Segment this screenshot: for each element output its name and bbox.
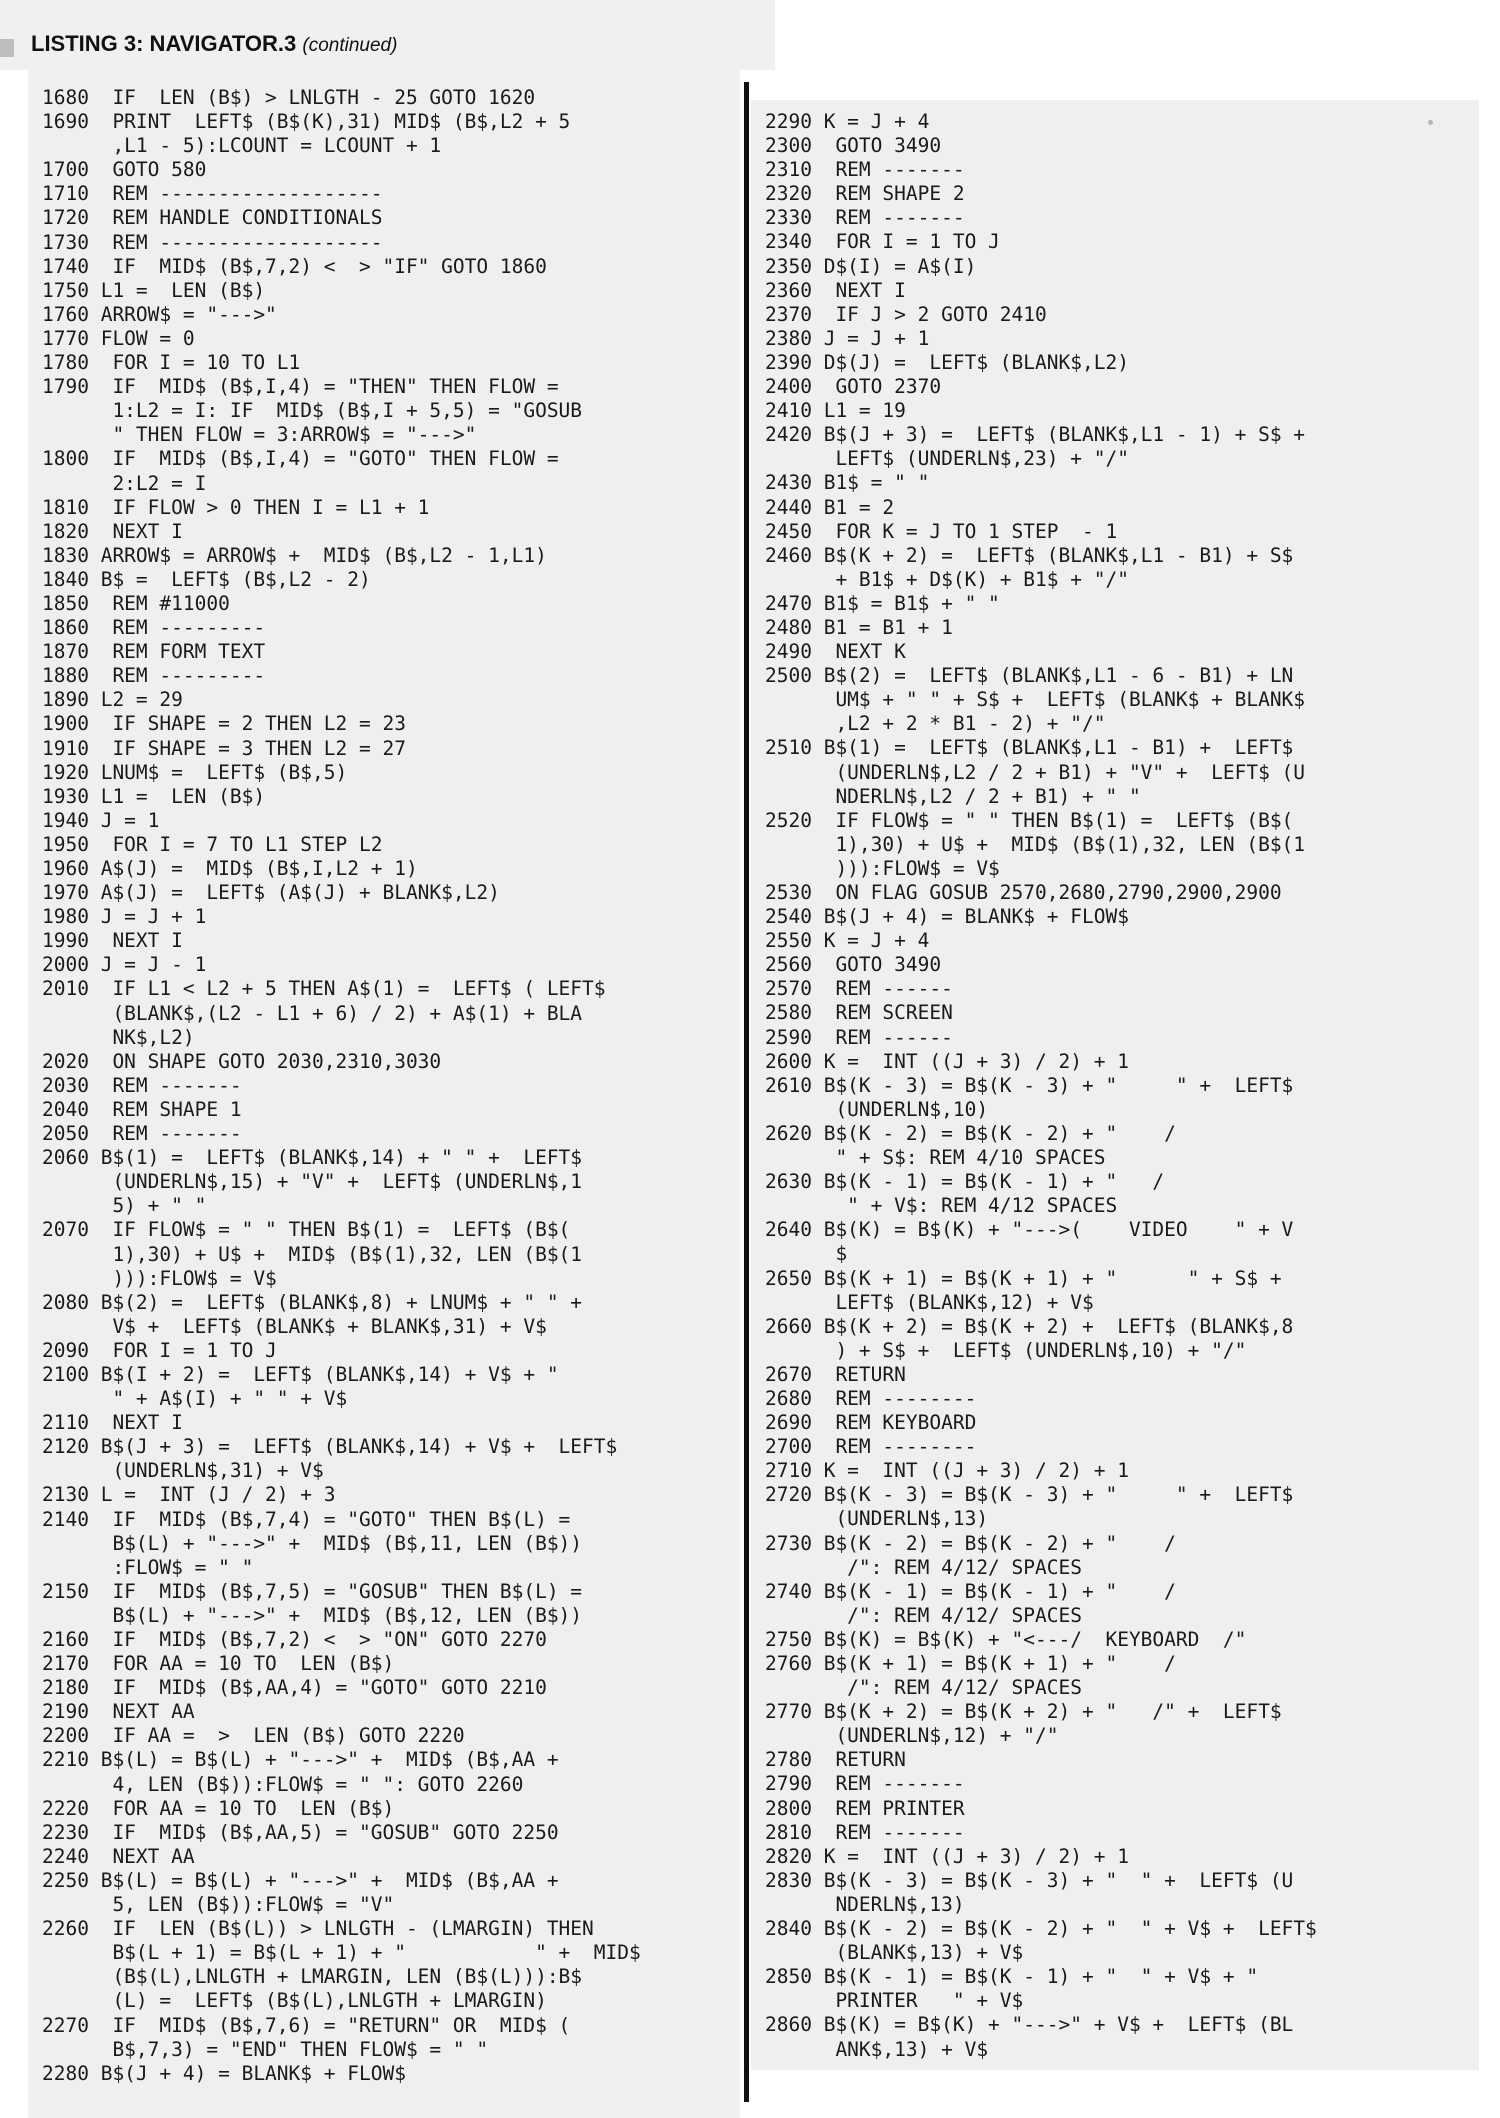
listing-title-text: LISTING 3: NAVIGATOR.3 — [31, 31, 297, 56]
code-line: 1),30) + U$ + MID$ (B$(1),32, LEN (B$(1 — [765, 832, 1306, 856]
code-line: 1710 REM ------------------- — [42, 182, 383, 206]
code-line: 2610 B$(K - 3) = B$(K - 3) + " " + LEFT$ — [765, 1073, 1294, 1097]
code-line: 2060 B$(1) = LEFT$ (BLANK$,14) + " " + LEFT$ — [42, 1146, 583, 1170]
code-line: 2320 REM SHAPE 2 — [765, 182, 965, 206]
code-line: NDERLN$,L2 / 2 + B1) + " " — [765, 784, 1141, 808]
code-line: 2460 B$(K + 2) = LEFT$ (BLANK$,L1 - B1) + S$ — [765, 543, 1294, 567]
code-line: (L) = LEFT$ (B$(L),LNLGTH + LMARGIN) — [42, 1989, 547, 2013]
code-line: 1960 A$(J) = MID$ (B$,I,L2 + 1) — [42, 857, 418, 880]
listing-title — [31, 31, 397, 57]
code-line: 2700 REM -------- — [765, 1435, 977, 1459]
code-line: (UNDERLN$,12) + "/" — [765, 1724, 1059, 1748]
code-line: 2360 NEXT I — [765, 278, 906, 302]
code-line: 1700 GOTO 580 — [42, 158, 207, 182]
code-line: 2130 L = INT (J / 2) + 3 — [42, 1483, 336, 1507]
code-line: 2170 FOR AA = 10 TO LEN (B$) — [42, 1652, 395, 1676]
code-line: 2540 B$(J + 4) = BLANK$ + FLOW$ — [765, 905, 1129, 929]
code-line: 1880 REM --------- — [42, 664, 266, 688]
code-line: 1),30) + U$ + MID$ (B$(1),32, LEN (B$(1 — [42, 1242, 583, 1266]
code-line: 2770 B$(K + 2) = B$(K + 2) + " /" + LEFT$ — [765, 1700, 1282, 1724]
code-line: " THEN FLOW = 3:ARROW$ = "--->" — [42, 423, 477, 447]
code-line: NDERLN$,13) — [765, 1892, 965, 1916]
code-listing-left — [42, 86, 641, 2086]
code-line: (UNDERLN$,L2 / 2 + B1) + "V" + LEFT$ (U — [765, 760, 1306, 784]
code-line: 2830 B$(K - 3) = B$(K - 3) + " " + LEFT$ (U — [765, 1868, 1294, 1892]
code-line: /": REM 4/12/ SPACES — [765, 1555, 1082, 1579]
code-line: 1970 A$(J) = LEFT$ (A$(J) + BLANK$,L2) — [42, 881, 500, 905]
code-line: 1890 L2 = 29 — [42, 688, 183, 712]
code-line: 2790 REM ------- — [765, 1772, 965, 1796]
code-line: V$ + LEFT$ (BLANK$ + BLANK$,31) + V$ — [42, 1314, 547, 1338]
code-line: 1940 J = 1 — [42, 808, 160, 832]
code-line: 2520 IF FLOW$ = " " THEN B$(1) = LEFT$ (B$( — [765, 808, 1294, 832]
code-line: 2260 IF LEN (B$(L)) > LNLGTH - (LMARGIN) THEN — [42, 1917, 594, 1941]
code-line: 2580 REM SCREEN — [765, 1001, 953, 1025]
code-line: 2210 B$(L) = B$(L) + "--->" + MID$ (B$,AA + — [42, 1748, 559, 1772]
code-line: 2810 REM ------- — [765, 1820, 965, 1844]
code-line: 1860 REM --------- — [42, 616, 266, 640]
code-line: " + S$: REM 4/10 SPACES — [765, 1146, 1106, 1170]
code-line: 2570 REM ------ — [765, 977, 953, 1001]
code-line: 2110 NEXT I — [42, 1411, 183, 1435]
code-line: B$(L + 1) = B$(L + 1) + " " + MID$ — [42, 1941, 641, 1965]
code-line: 2280 B$(J + 4) = BLANK$ + FLOW$ — [42, 2061, 406, 2085]
code-line: 2150 IF MID$ (B$,7,5) = "GOSUB" THEN B$(L) = — [42, 1579, 583, 1603]
code-line: $ — [765, 1242, 848, 1266]
code-line: 1920 LNUM$ = LEFT$ (B$,5) — [42, 760, 348, 784]
code-line: :FLOW$ = " " — [42, 1555, 254, 1579]
code-line: 2040 REM SHAPE 1 — [42, 1097, 242, 1121]
code-line: 1740 IF MID$ (B$,7,2) < > "IF" GOTO 1860 — [42, 254, 547, 278]
code-line: 2690 REM KEYBOARD — [765, 1411, 977, 1435]
code-line: 2550 K = J + 4 — [765, 929, 930, 953]
code-line: B$,7,3) = "END" THEN FLOW$ = " " — [42, 2037, 489, 2061]
code-line: 1900 IF SHAPE = 2 THEN L2 = 23 — [42, 712, 406, 736]
code-line: 2670 RETURN — [765, 1362, 906, 1386]
code-line: ,L2 + 2 * B1 - 2) + "/" — [765, 712, 1106, 736]
code-line: 2100 B$(I + 2) = LEFT$ (BLANK$,14) + V$ + " — [42, 1362, 559, 1386]
code-line: 2140 IF MID$ (B$,7,4) = "GOTO" THEN B$(L) = — [42, 1507, 571, 1531]
code-line: 2030 REM ------- — [42, 1073, 242, 1097]
code-line: 2750 B$(K) = B$(K) + "<---/ KEYBOARD /" — [765, 1627, 1247, 1651]
code-line: 2640 B$(K) = B$(K) + "--->( VIDEO " + V — [765, 1218, 1294, 1242]
code-line: 2560 GOTO 3490 — [765, 953, 942, 977]
code-line: (B$(L),LNLGTH + LMARGIN, LEN (B$(L))):B$ — [42, 1965, 583, 1989]
code-line: 2010 IF L1 < L2 + 5 THEN A$(1) = LEFT$ ( LEFT$ — [42, 977, 606, 1001]
code-line: ANK$,13) + V$ — [765, 2037, 989, 2061]
code-line: /": REM 4/12/ SPACES — [765, 1603, 1082, 1627]
header-marker — [0, 39, 14, 57]
code-line: (BLANK$,13) + V$ — [765, 1941, 1024, 1965]
code-line: 2380 J = J + 1 — [765, 326, 930, 350]
code-line: 2620 B$(K - 2) = B$(K - 2) + " / — [765, 1121, 1176, 1145]
code-line: 2630 B$(K - 1) = B$(K - 1) + " / — [765, 1170, 1165, 1194]
code-line: 2710 K = INT ((J + 3) / 2) + 1 — [765, 1459, 1129, 1483]
code-line: 2070 IF FLOW$ = " " THEN B$(1) = LEFT$ (B$( — [42, 1218, 571, 1242]
code-line: 1910 IF SHAPE = 3 THEN L2 = 27 — [42, 736, 406, 760]
code-line: " + A$(I) + " " + V$ — [42, 1387, 348, 1411]
code-line: 1950 FOR I = 7 TO L1 STEP L2 — [42, 832, 383, 856]
code-line: 2440 B1 = 2 — [765, 495, 895, 519]
code-line: 1800 IF MID$ (B$,I,4) = "GOTO" THEN FLOW = — [42, 447, 559, 471]
code-line: 2300 GOTO 3490 — [765, 134, 942, 158]
code-line: 2410 L1 = 19 — [765, 399, 906, 423]
code-line: 1790 IF MID$ (B$,I,4) = "THEN" THEN FLOW = — [42, 375, 559, 399]
code-line: 2820 K = INT ((J + 3) / 2) + 1 — [765, 1844, 1129, 1868]
code-line: 2730 B$(K - 2) = B$(K - 2) + " / — [765, 1531, 1176, 1555]
code-line: 2230 IF MID$ (B$,AA,5) = "GOSUB" GOTO 2250 — [42, 1820, 559, 1844]
code-line: " + V$: REM 4/12 SPACES — [765, 1194, 1118, 1218]
code-listing-right — [765, 110, 1317, 2062]
code-line: 2240 NEXT AA — [42, 1844, 195, 1868]
code-line: (UNDERLN$,15) + "V" + LEFT$ (UNDERLN$,1 — [42, 1170, 583, 1194]
code-line: LEFT$ (UNDERLN$,23) + "/" — [765, 447, 1129, 471]
code-line: 2090 FOR I = 1 TO J — [42, 1338, 277, 1362]
code-line: (UNDERLN$,31) + V$ — [42, 1459, 324, 1483]
code-line: 2530 ON FLAG GOSUB 2570,2680,2790,2900,2900 — [765, 881, 1282, 904]
code-line: 2050 REM ------- — [42, 1122, 242, 1146]
listing-subtitle: (continued) — [302, 35, 398, 56]
code-line: 2740 B$(K - 1) = B$(K - 1) + " / — [765, 1579, 1176, 1603]
code-line: NK$,L2) — [42, 1025, 195, 1049]
code-line: 2660 B$(K + 2) = B$(K + 2) + LEFT$ (BLANK$,8 — [765, 1314, 1294, 1338]
code-line: 2400 GOTO 2370 — [765, 375, 942, 399]
code-line: ))):FLOW$ = V$ — [765, 856, 1000, 880]
code-line: (UNDERLN$,10) — [765, 1097, 989, 1121]
code-line: 2850 B$(K - 1) = B$(K - 1) + " " + V$ + " — [765, 1965, 1259, 1989]
code-line: 2760 B$(K + 1) = B$(K + 1) + " / — [765, 1652, 1176, 1675]
code-line: LEFT$ (BLANK$,12) + V$ — [765, 1290, 1094, 1314]
code-line: 2:L2 = I — [42, 471, 207, 495]
code-line: 1850 REM #11000 — [42, 591, 230, 615]
code-line: ,L1 - 5):LCOUNT = LCOUNT + 1 — [42, 134, 442, 158]
code-line: 2480 B1 = B1 + 1 — [765, 615, 953, 639]
code-line: 2860 B$(K) = B$(K) + "--->" + V$ + LEFT$ (BL — [765, 2013, 1294, 2037]
code-line: /": REM 4/12/ SPACES — [765, 1676, 1082, 1700]
code-line: B$(L) + "--->" + MID$ (B$,11, LEN (B$)) — [42, 1531, 583, 1555]
code-line: 2080 B$(2) = LEFT$ (BLANK$,8) + LNUM$ + " " + — [42, 1290, 583, 1314]
column-divider — [744, 82, 749, 2102]
code-line: 2840 B$(K - 2) = B$(K - 2) + " " + V$ + LEFT$ — [765, 1917, 1317, 1941]
code-line: 5, LEN (B$)):FLOW$ = "V" — [42, 1893, 395, 1917]
code-line: (BLANK$,(L2 - L1 + 6) / 2) + A$(1) + BLA — [42, 1001, 583, 1025]
code-line: 1720 REM HANDLE CONDITIONALS — [42, 206, 383, 230]
code-line: 1690 PRINT LEFT$ (B$(K),31) MID$ (B$,L2 + 5 — [42, 110, 571, 134]
code-line: 1780 FOR I = 10 TO L1 — [42, 351, 301, 375]
code-line: 2470 B1$ = B1$ + " " — [765, 591, 1000, 615]
code-line: 2190 NEXT AA — [42, 1700, 195, 1724]
code-line: 2180 IF MID$ (B$,AA,4) = "GOTO" GOTO 2210 — [42, 1676, 547, 1700]
speck-dot — [1428, 120, 1433, 125]
code-line: 2490 NEXT K — [765, 640, 906, 664]
code-line: 2310 REM ------- — [765, 158, 965, 182]
code-line: 1840 B$ = LEFT$ (B$,L2 - 2) — [42, 567, 371, 591]
code-line: PRINTER " + V$ — [765, 1989, 1024, 2013]
code-line: 1990 NEXT I — [42, 929, 183, 953]
code-line: 2200 IF AA = > LEN (B$) GOTO 2220 — [42, 1724, 465, 1748]
code-line: 2330 REM ------- — [765, 206, 965, 230]
code-line: 2680 REM -------- — [765, 1386, 977, 1410]
code-line: UM$ + " " + S$ + LEFT$ (BLANK$ + BLANK$ — [765, 688, 1306, 712]
code-line: 1810 IF FLOW > 0 THEN I = L1 + 1 — [42, 495, 430, 519]
code-line: 2290 K = J + 4 — [765, 110, 930, 133]
code-line: 2510 B$(1) = LEFT$ (BLANK$,L1 - B1) + LEFT$ — [765, 736, 1294, 760]
code-line: 2350 D$(I) = A$(I) — [765, 254, 977, 278]
code-line: 2390 D$(J) = LEFT$ (BLANK$,L2) — [765, 350, 1129, 374]
code-line: B$(L) + "--->" + MID$ (B$,12, LEN (B$)) — [42, 1603, 583, 1627]
code-line: 2250 B$(L) = B$(L) + "--->" + MID$ (B$,AA + — [42, 1868, 559, 1892]
code-line: 1730 REM ------------------- — [42, 230, 383, 254]
code-line: ) + S$ + LEFT$ (UNDERLN$,10) + "/" — [765, 1338, 1247, 1362]
listing-header — [0, 0, 775, 70]
code-line: 2450 FOR K = J TO 1 STEP - 1 — [765, 519, 1118, 543]
code-line: 2650 B$(K + 1) = B$(K + 1) + " " + S$ + — [765, 1266, 1282, 1290]
code-line: 2800 REM PRINTER — [765, 1796, 965, 1820]
code-line: 2270 IF MID$ (B$,7,6) = "RETURN" OR MID$ ( — [42, 2013, 571, 2037]
code-line: 2590 REM ------ — [765, 1025, 953, 1049]
code-line: 2160 IF MID$ (B$,7,2) < > "ON" GOTO 2270 — [42, 1628, 547, 1651]
code-line: 2420 B$(J + 3) = LEFT$ (BLANK$,L1 - 1) + S$ + — [765, 423, 1306, 447]
code-line: + B1$ + D$(K) + B1$ + "/" — [765, 567, 1129, 591]
code-line: 1:L2 = I: IF MID$ (B$,I + 5,5) = "GOSUB — [42, 399, 583, 423]
code-line: 2780 RETURN — [765, 1748, 906, 1772]
code-line: 2340 FOR I = 1 TO J — [765, 230, 1000, 254]
code-line: (UNDERLN$,13) — [765, 1507, 989, 1531]
code-line: ))):FLOW$ = V$ — [42, 1266, 277, 1290]
code-line: 2120 B$(J + 3) = LEFT$ (BLANK$,14) + V$ + LEFT$ — [42, 1435, 618, 1459]
code-line: 2220 FOR AA = 10 TO LEN (B$) — [42, 1796, 395, 1820]
code-line: 1930 L1 = LEN (B$) — [42, 784, 266, 808]
code-line: 2000 J = J - 1 — [42, 953, 207, 977]
code-line: 4, LEN (B$)):FLOW$ = " ": GOTO 2260 — [42, 1772, 524, 1796]
code-line: 2430 B1$ = " " — [765, 471, 930, 495]
code-line: 1750 L1 = LEN (B$) — [42, 278, 266, 302]
code-line: 5) + " " — [42, 1194, 207, 1218]
code-line: 2600 K = INT ((J + 3) / 2) + 1 — [765, 1049, 1129, 1073]
code-line: 1770 FLOW = 0 — [42, 326, 195, 350]
code-line: 1870 REM FORM TEXT — [42, 640, 266, 664]
code-line: 2500 B$(2) = LEFT$ (BLANK$,L1 - 6 - B1) + LN — [765, 664, 1294, 688]
code-line: 2720 B$(K - 3) = B$(K - 3) + " " + LEFT$ — [765, 1483, 1294, 1507]
code-line: 1830 ARROW$ = ARROW$ + MID$ (B$,L2 - 1,L1) — [42, 543, 547, 567]
code-line: 1680 IF LEN (B$) > LNLGTH - 25 GOTO 1620 — [42, 86, 536, 109]
code-line: 2020 ON SHAPE GOTO 2030,2310,3030 — [42, 1049, 442, 1073]
code-line: 2370 IF J > 2 GOTO 2410 — [765, 302, 1047, 326]
code-line: 1980 J = J + 1 — [42, 905, 207, 929]
code-line: 1760 ARROW$ = "--->" — [42, 302, 277, 326]
code-line: 1820 NEXT I — [42, 519, 183, 543]
